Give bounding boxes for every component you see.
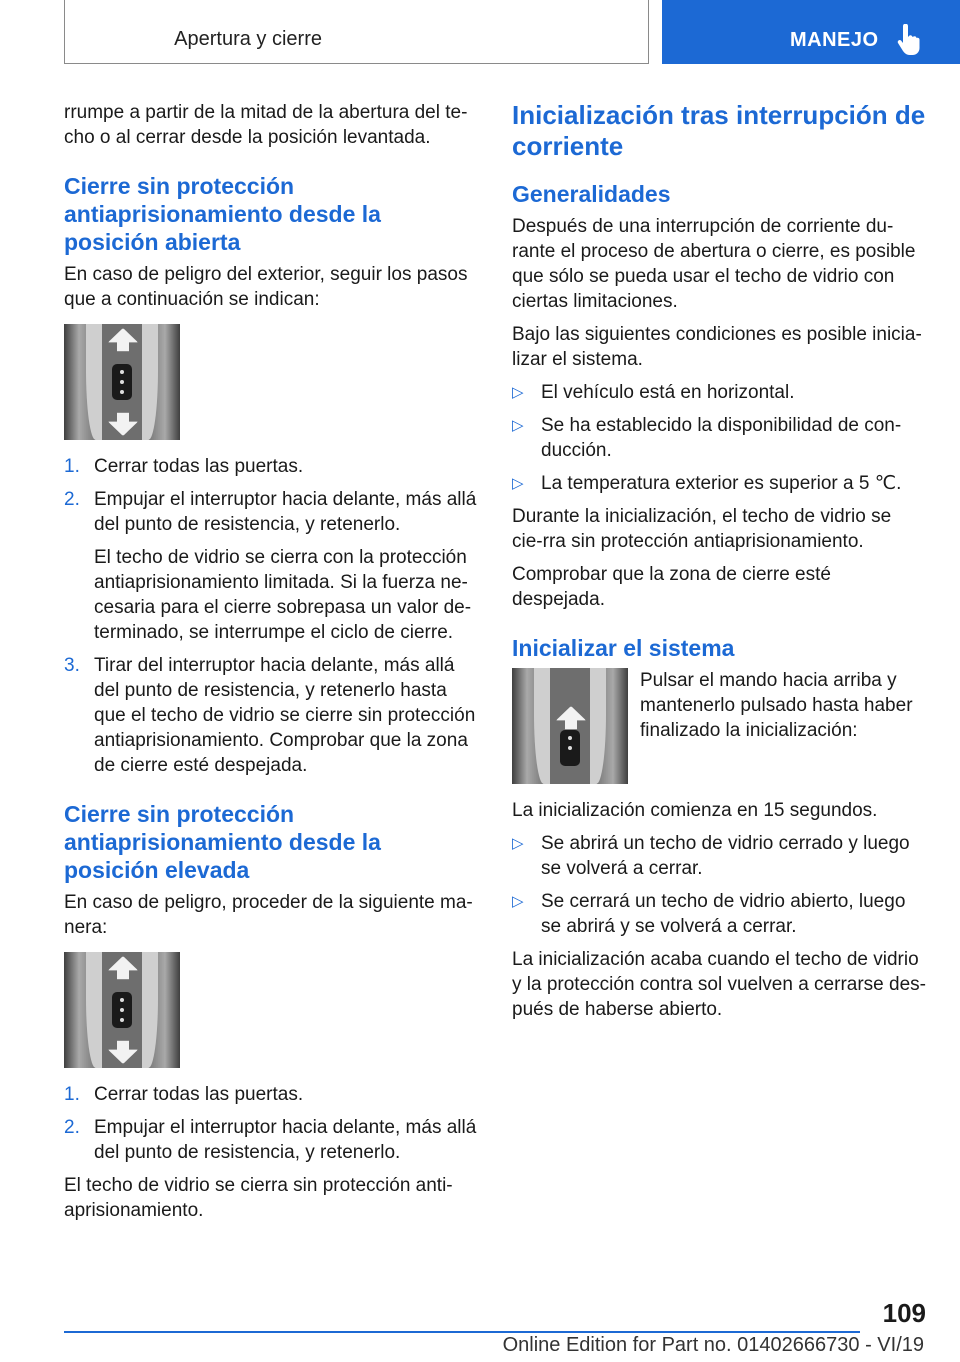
triangle-bullet-icon: ▷	[512, 475, 524, 492]
list-item: 1. Cerrar todas las puertas.	[64, 1084, 304, 1105]
triangle-bullet-icon: ▷	[512, 417, 524, 434]
list-item: 2. Empujar el interruptor hacia delante, más allá del punto de resistencia, y retenerlo.	[64, 1117, 477, 1163]
header-section-title: Apertura y cierre	[174, 28, 322, 50]
init-text-1: La inicialización comienza en 15 segundos.	[512, 800, 878, 821]
footer-edition: Online Edition for Part no. 01402666730 - VI/19	[502, 1334, 924, 1356]
roof-switch-icon	[112, 364, 132, 400]
arrow-down-icon	[108, 1040, 138, 1064]
triangle-bullet-icon: ▷	[512, 835, 524, 852]
arrow-up-icon	[556, 706, 586, 730]
list-item: ▷ La temperatura exterior es superior a 5 ℃.	[512, 473, 902, 494]
hand-pointer-icon	[896, 24, 920, 56]
section-title-general: Generalidades	[512, 181, 671, 207]
init-side-text: Pulsar el mando hacia arriba y mantenerlo pulsado hasta haber finalizado la inicialización:	[640, 670, 913, 741]
intro-text: rrumpe a partir de la mitad de la abertura del te‐cho o al cerrar desde la posición levantada.	[64, 102, 468, 148]
list-item: ▷ Se ha establecido la disponibilidad de con‐ducción.	[512, 415, 902, 461]
arrow-down-icon	[108, 412, 138, 436]
roof-switch-icon	[112, 992, 132, 1028]
list-item: ▷ El vehículo está en horizontal.	[512, 382, 795, 403]
section-title-open: Cierre sin protección antiaprisionamiento desde la posición abierta	[64, 173, 381, 255]
triangle-bullet-icon: ▷	[512, 893, 524, 910]
list-item: 3. Tirar del interruptor hacia delante, más allá del punto de resistencia, y retenerlo hasta que el techo de vidrio se cierre sin protección antiaprisionamiento. Comprobar que la zona de cierre esté despejada.	[64, 655, 476, 776]
footer-divider	[64, 1331, 860, 1333]
init-list	[512, 831, 926, 939]
roof-switch-icon	[560, 730, 580, 766]
section-title-raised: Cierre sin protección antiaprisionamiento desde la posición elevada	[64, 801, 381, 883]
triangle-bullet-icon: ▷	[512, 384, 524, 401]
section-text-open: En caso de peligro del exterior, seguir los pasos que a continuación se indican:	[64, 264, 468, 310]
header-box	[64, 0, 649, 64]
section-title-init: Inicializar el sistema	[512, 635, 735, 661]
right-column	[512, 100, 926, 1030]
roof-switch-image	[64, 324, 180, 440]
general-text-1: Después de una interrupción de corriente du‐rante el proceso de abertura o cierre, es posible que sólo se pueda usar el techo de vidrio con ciertas limitaciones.	[512, 216, 916, 312]
list-item: ▷ Se abrirá un techo de vidrio cerrado y luego se volverá a cerrar.	[512, 833, 910, 879]
arrow-up-icon	[108, 328, 138, 352]
roof-switch-image	[64, 952, 180, 1068]
closing-text: El techo de vidrio se cierra sin protección anti‐aprisionamiento.	[64, 1175, 453, 1221]
general-text-3: Durante la inicialización, el techo de vidrio se cie‐rra sin protección antiaprisionamiento.	[512, 506, 892, 552]
page-number: 109	[882, 1298, 926, 1328]
arrow-up-icon	[108, 956, 138, 980]
list-item: 1. Cerrar todas las puertas.	[64, 456, 304, 477]
steps-list-raised	[64, 1082, 478, 1165]
list-item: ▷ Se cerrará un techo de vidrio abierto, luego se abrirá y se volverá a cerrar.	[512, 891, 906, 937]
roof-switch-image	[512, 668, 628, 784]
general-text-4: Comprobar que la zona de cierre esté despejada.	[512, 564, 831, 610]
left-column	[64, 100, 478, 1231]
list-item: 2. Empujar el interruptor hacia delante, más allá del punto de resistencia, y retenerlo. El techo de vidrio se cierra con la protección antiaprisionamiento limitada. Si la fuerza ne‐cesaria para el cierre sobrepasa un valor de‐terminado, se interrumpe el ciclo de cierre.	[64, 489, 477, 643]
main-title: Inicialización tras interrupción de corriente	[512, 100, 926, 161]
header-tab-label: MANEJO	[790, 29, 879, 51]
header-tab[interactable]	[662, 0, 960, 64]
steps-list-open	[64, 454, 478, 778]
section-text-raised: En caso de peligro, proceder de la siguiente ma‐nera:	[64, 892, 473, 938]
init-photo-row	[512, 668, 926, 784]
init-text-2: La inicialización acaba cuando el techo de vidrio y la protección contra sol vuelven a cerrarse des‐pués de haberse abierto.	[512, 949, 926, 1020]
general-text-2: Bajo las siguientes condiciones es posible inicia‐lizar el sistema.	[512, 324, 922, 370]
conditions-list	[512, 380, 926, 496]
